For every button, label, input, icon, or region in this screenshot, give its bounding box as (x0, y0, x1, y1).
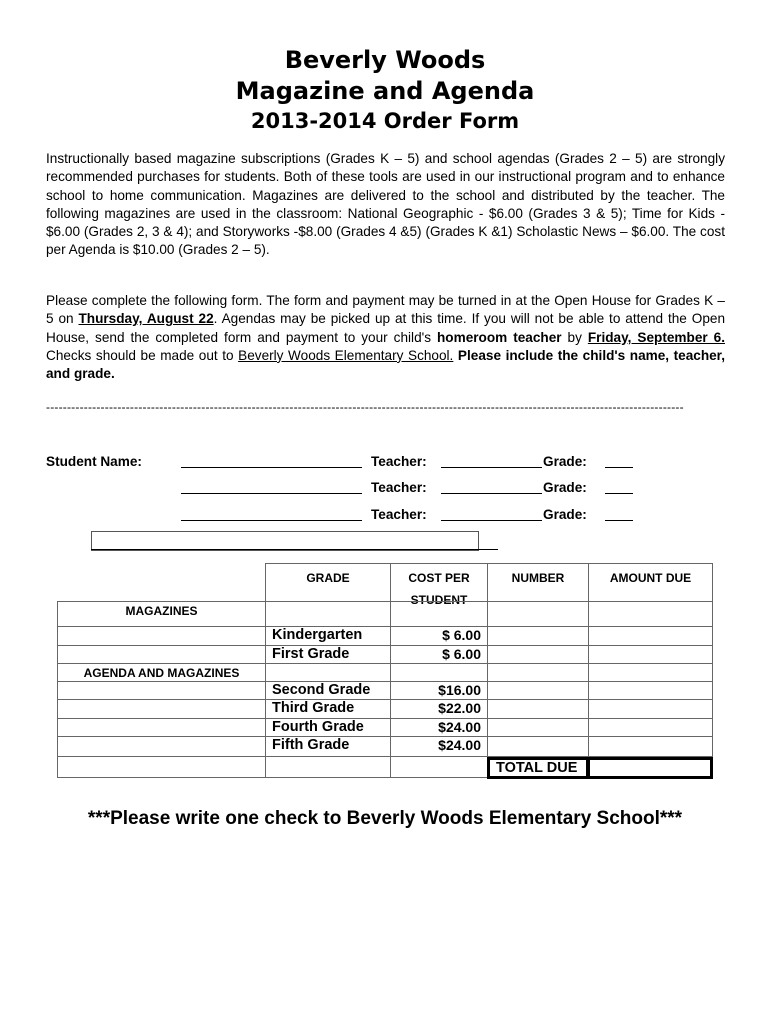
section-label: AGENDA AND MAGAZINES (57, 663, 266, 682)
intro-paragraph: Instructionally based magazine subscriptions (Grades K – 5) and school agendas (Grades 2 – 5) are strongly recommended purchases for students. Both of these tools are used in our instructional program and to enhance school to home communication. Magazines are delivered to the school and distributed by the teacher. The following magazines are used in the classroom: National Geographic - $6.00 (Grades 3 & 5); Time for Kids - $6.00 (Grades 2, 3 & 4); and Storyworks -$8.00 (Grades 4 &5) (Grades K &1) Scholastic News – $6.00. The cost per Agenda is $10.00 (Grades 2 – 5). (46, 151, 725, 258)
table-cell (265, 756, 391, 778)
cost-cell: $ 6.00 (390, 645, 488, 664)
teacher-field[interactable] (441, 493, 542, 494)
table-cell (57, 756, 266, 778)
table-cell (57, 718, 266, 737)
instructions-paragraph (46, 292, 725, 383)
student-name-field[interactable] (181, 467, 362, 468)
table-cell (57, 736, 266, 757)
grade-field[interactable] (605, 467, 633, 468)
title-subject: Magazine and Agenda (235, 77, 535, 105)
amount-due-field[interactable] (588, 718, 713, 737)
teacher-label: Teacher: (371, 454, 427, 469)
total-due-label: TOTAL DUE (487, 757, 589, 779)
cut-line: -------------------------------------------------------------------------------------------------------------------------------------------------------- (46, 400, 684, 414)
cost-cell: $22.00 (390, 699, 488, 719)
title-year: 2013-2014 Order Form (250, 109, 520, 133)
text: Checks should be made out to (46, 347, 239, 363)
number-field[interactable] (487, 736, 589, 757)
cost-cell: $ 6.00 (390, 626, 488, 646)
amount-due-field[interactable] (588, 736, 713, 757)
student-name-label: Student Name: (46, 454, 142, 469)
cost-cell: $16.00 (390, 681, 488, 700)
number-field[interactable] (487, 601, 589, 627)
column-header-2: COST PER STUDENT (390, 563, 488, 602)
homeroom-teacher: homeroom teacher (437, 329, 562, 345)
number-field[interactable] (487, 663, 589, 682)
amount-due-field[interactable] (588, 663, 713, 682)
table-cell (390, 663, 488, 682)
table-cell (390, 756, 488, 778)
cost-cell: $24.00 (390, 736, 488, 757)
number-field[interactable] (487, 626, 589, 646)
grade-field[interactable] (605, 493, 633, 494)
student-name-field[interactable] (181, 493, 362, 494)
teacher-label: Teacher: (371, 480, 427, 495)
title-school: Beverly Woods (284, 46, 486, 74)
grade-cell: Fourth Grade (265, 718, 391, 737)
blank-line (91, 549, 498, 550)
section-label: MAGAZINES (57, 601, 266, 627)
column-header-3: NUMBER (487, 563, 589, 602)
blank-box[interactable] (91, 531, 479, 551)
grade-field[interactable] (605, 520, 633, 521)
teacher-label: Teacher: (371, 507, 427, 522)
grade-label: Grade: (543, 454, 587, 469)
grade-cell: Second Grade (265, 681, 391, 700)
table-cell (57, 645, 266, 664)
table-cell (57, 626, 266, 646)
grade-cell: Kindergarten (265, 626, 391, 646)
grade-cell: Fifth Grade (265, 736, 391, 757)
school-name: Beverly Woods Elementary School. (238, 347, 454, 363)
cost-cell: $24.00 (390, 718, 488, 737)
amount-due-field[interactable] (588, 601, 713, 627)
column-header-1: GRADE (265, 563, 391, 602)
amount-due-field[interactable] (588, 699, 713, 719)
number-field[interactable] (487, 681, 589, 700)
table-cell (57, 681, 266, 700)
number-field[interactable] (487, 699, 589, 719)
number-field[interactable] (487, 718, 589, 737)
date-deadline: Friday, September 6. (587, 329, 725, 345)
column-header-4: AMOUNT DUE (588, 563, 713, 602)
amount-due-field[interactable] (588, 626, 713, 646)
table-cell (57, 699, 266, 719)
table-cell (265, 663, 391, 682)
text: Please complete the following form. The form and payment may be turned in at the Open House for Grades K – 5 on (46, 293, 725, 327)
student-name-field[interactable] (181, 520, 362, 521)
text: . Agendas may be picked up at this time. If you will not be able to attend the Open House, send the completed form and payment to your child's (46, 311, 726, 345)
number-field[interactable] (487, 645, 589, 664)
grade-cell: Third Grade (265, 699, 391, 719)
amount-due-field[interactable] (588, 645, 713, 664)
total-due-field[interactable] (587, 757, 713, 779)
amount-due-field[interactable] (588, 681, 713, 700)
grade-label: Grade: (543, 507, 587, 522)
table-cell (390, 601, 488, 627)
grade-label: Grade: (543, 480, 587, 495)
grade-cell: First Grade (265, 645, 391, 664)
teacher-field[interactable] (441, 520, 542, 521)
text: by (561, 329, 588, 345)
footer-note: ***Please write one check to Beverly Woods Elementary School*** (87, 808, 683, 829)
date-open-house: Thursday, August 22 (78, 311, 214, 327)
teacher-field[interactable] (441, 467, 542, 468)
include-note: Please include the child's name, teacher, and grade. (46, 347, 726, 382)
table-cell (265, 601, 391, 627)
